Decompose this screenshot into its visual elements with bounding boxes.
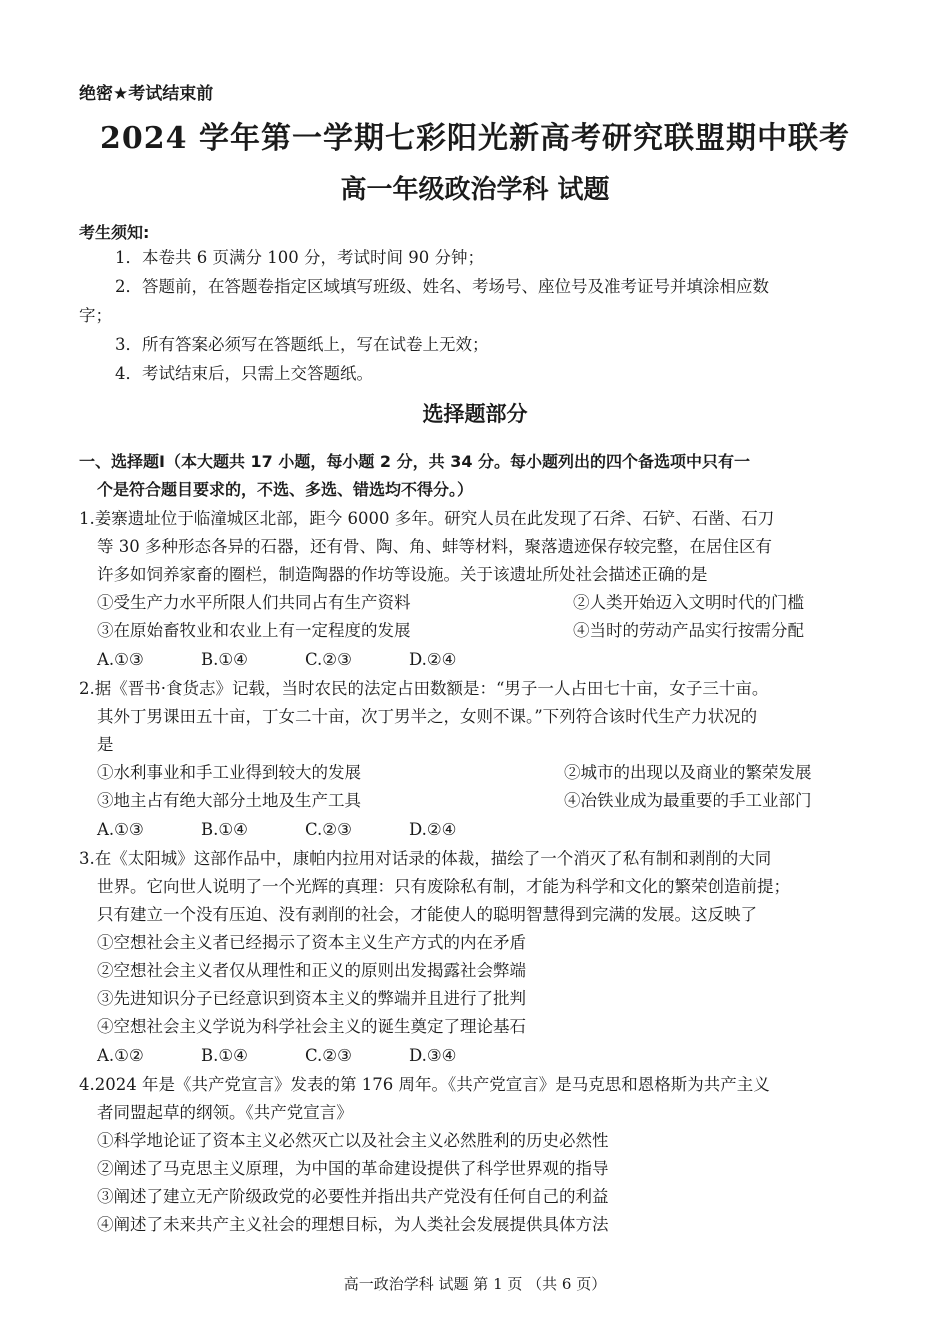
- answer-b: B.①④: [201, 820, 248, 839]
- q1-option-3: ③在原始畜牧业和农业上有一定程度的发展: [97, 621, 411, 640]
- q1-answers: [97, 646, 513, 674]
- q3-line-3: 只有建立一个没有压迫、没有剥削的社会，才能使人的聪明智慧得到完满的发展。这反映了: [97, 905, 757, 924]
- answer-c: C.②③: [305, 1046, 352, 1065]
- q3-line-2: 世界。它向世人说明了一个光辉的真理：只有废除私有制，才能为科学和文化的繁荣创造前提；: [97, 877, 790, 896]
- q2-line-1: 2.据《晋书·食货志》记载，当时农民的法定占田数额是：“男子一人占田七十亩，女子三十亩。: [79, 679, 769, 698]
- q1-line-1: 1.姜寨遗址位于临潼城区北部，距今 6000 多年。研究人员在此发现了石斧、石铲、石凿、石刀: [79, 509, 775, 528]
- answer-d: D.②④: [409, 820, 457, 839]
- q2-answers: [97, 816, 513, 844]
- q3-option-3: ③先进知识分子已经意识到资本主义的弊端并且进行了批判: [97, 989, 526, 1008]
- answer-d: D.②④: [409, 650, 457, 669]
- notice-item-2-cont: 字；: [79, 306, 112, 325]
- notice-item-2: 2．答题前，在答题卷指定区域填写班级、姓名、考场号、座位号及准考证号并填涂相应数: [115, 277, 769, 296]
- answer-a: A.①③: [97, 650, 144, 669]
- q2-option-1: ①水利事业和手工业得到较大的发展: [97, 763, 361, 782]
- q1-line-2: 等 30 多种形态各异的石器，还有骨、陶、角、蚌等材料，聚落遗迹保存较完整，在居住区有: [97, 537, 772, 556]
- q2-option-2: ②城市的出现以及商业的繁荣发展: [564, 763, 812, 782]
- notice-item-1: 1．本卷共 6 页满分 100 分，考试时间 90 分钟；: [115, 248, 484, 267]
- exam-title: 2024 学年第一学期七彩阳光新高考研究联盟期中联考: [100, 121, 850, 156]
- answer-b: B.①④: [201, 650, 248, 669]
- q3-line-1: 3.在《太阳城》这部作品中，康帕内拉用对话录的体裁，描绘了一个消灭了私有制和剥削的大同: [79, 849, 772, 868]
- answer-c: C.②③: [305, 820, 352, 839]
- answer-c: C.②③: [305, 650, 352, 669]
- answer-b: B.①④: [201, 1046, 248, 1065]
- page-footer: 高一政治学科 试题 第 1 页 （共 6 页）: [343, 1275, 607, 1293]
- q1-option-4: ④当时的劳动产品实行按需分配: [573, 621, 804, 640]
- q2-line-3: 是: [97, 735, 114, 754]
- q1-line-3: 许多如饲养家畜的圈栏，制造陶器的作坊等设施。关于该遗址所处社会描述正确的是: [97, 565, 708, 584]
- section-title: 选择题部分: [422, 402, 528, 426]
- exam-subtitle: 高一年级政治学科 试题: [340, 175, 610, 205]
- q3-option-1: ①空想社会主义者已经揭示了资本主义生产方式的内在矛盾: [97, 933, 526, 952]
- q4-line-1: 4.2024 年是《共产党宣言》发表的第 176 周年。《共产党宣言》是马克思和恩格斯为共产主义: [79, 1075, 770, 1094]
- confidential-label: 绝密★考试结束前: [79, 84, 214, 104]
- answer-a: A.①②: [97, 1046, 144, 1065]
- notice-title: 考生须知:: [79, 223, 150, 242]
- q4-line-2: 者同盟起草的纲领。《共产党宣言》: [97, 1103, 353, 1122]
- answer-a: A.①③: [97, 820, 144, 839]
- q4-option-1: ①科学地论证了资本主义必然灭亡以及社会主义必然胜利的历史必然性: [97, 1131, 609, 1150]
- notice-item-4: 4．考试结束后，只需上交答题纸。: [115, 364, 373, 383]
- q4-option-4: ④阐述了未来共产主义社会的理想目标，为人类社会发展提供具体方法: [97, 1215, 609, 1234]
- q3-option-4: ④空想社会主义学说为科学社会主义的诞生奠定了理论基石: [97, 1017, 526, 1036]
- notice-item-3: 3．所有答案必须写在答题纸上，写在试卷上无效；: [115, 335, 489, 354]
- answer-d: D.③④: [409, 1046, 457, 1065]
- q2-option-4: ④冶铁业成为最重要的手工业部门: [564, 791, 812, 810]
- q1-option-1: ①受生产力水平所限人们共同占有生产资料: [97, 593, 411, 612]
- part-heading: 一、选择题Ⅰ（本大题共 17 小题，每小题 2 分，共 34 分。每小题列出的四个备选项中只有一: [79, 452, 751, 471]
- q1-option-2: ②人类开始迈入文明时代的门槛: [573, 593, 804, 612]
- q2-option-3: ③地主占有绝大部分土地及生产工具: [97, 791, 361, 810]
- q3-answers: [97, 1042, 513, 1070]
- q3-option-2: ②空想社会主义者仅从理性和正义的原则出发揭露社会弊端: [97, 961, 526, 980]
- q4-option-2: ②阐述了马克思主义原理，为中国的革命建设提供了科学世界观的指导: [97, 1159, 609, 1178]
- q2-line-2: 其外丁男课田五十亩，丁女二十亩，次丁男半之，女则不课。”下列符合该时代生产力状况的: [97, 707, 758, 726]
- q4-option-3: ③阐述了建立无产阶级政党的必要性并指出共产党没有任何自己的利益: [97, 1187, 609, 1206]
- part-heading-cont: 个是符合题目要求的，不选、多选、错选均不得分。）: [97, 480, 474, 499]
